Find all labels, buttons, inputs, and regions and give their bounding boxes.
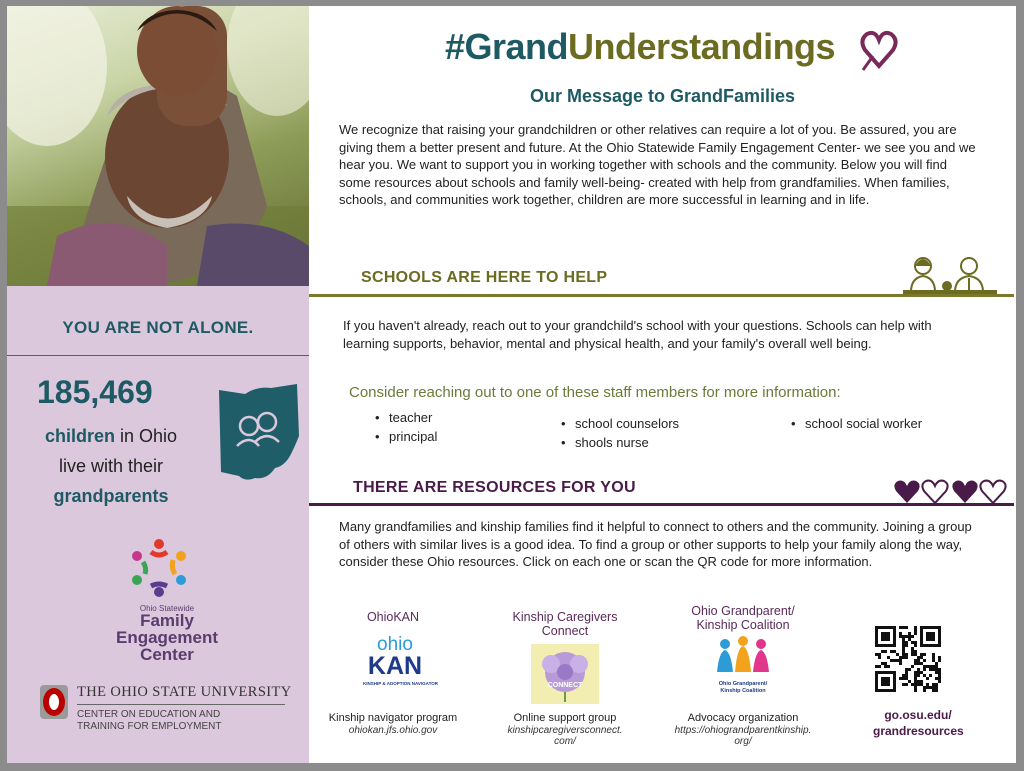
- ohiokan-desc: Kinship navigator program: [328, 712, 458, 724]
- heart-icon: [952, 481, 977, 503]
- stat-word-grandparents: grandparents: [53, 486, 169, 506]
- ohiokan-logo-ohio: ohio: [377, 634, 413, 655]
- list-item: • school social worker: [791, 414, 922, 433]
- flyer-page: [7, 6, 1016, 763]
- ohio-map-icon: [215, 384, 301, 484]
- family-engagement-logo-icon: [127, 538, 191, 600]
- heart-logo-icon: [859, 26, 899, 74]
- fec-label-engagement: Engagement: [115, 628, 219, 647]
- stat-line-3: [7, 486, 215, 507]
- stat-line-1: [7, 426, 215, 447]
- heart-icon: [894, 481, 919, 503]
- sidebar-divider: [7, 355, 309, 356]
- osu-name: THE OHIO STATE UNIVERSITY: [77, 684, 292, 700]
- ohiokan-logo[interactable]: [363, 634, 439, 698]
- list-item: • shools nurse: [561, 433, 679, 452]
- ogkc-url-line1[interactable]: https://ohiograndparentkinship.: [674, 725, 812, 736]
- hashtag-part-grand: #Grand: [445, 26, 569, 67]
- ogkc-url-line2[interactable]: org/: [734, 736, 752, 747]
- kcc-desc: Online support group: [513, 712, 617, 724]
- consider-text: Consider reaching out to one of these staff members for more information:: [349, 384, 841, 401]
- ohiokan-logo-sub: KINSHIP & ADOPTION NAVIGATOR: [363, 681, 439, 686]
- schools-body: If you haven't already, reach out to your grandchild's school with your questions. Schools can help with learning supports, behavior, mental and physical health, and your family's overall well being.: [343, 318, 932, 351]
- ohiokan-logo-kan: KAN: [367, 652, 423, 680]
- ogkc-title-line2: Kinship Coalition: [696, 618, 790, 632]
- ogkc-title-line1: Ohio Grandparent/: [691, 604, 795, 618]
- heart-icon: [980, 481, 1005, 503]
- stat-number: 185,469: [37, 374, 153, 410]
- resources-heading: THERE ARE RESOURCES FOR YOU: [353, 479, 636, 496]
- osu-rule: [77, 704, 285, 705]
- list-item: • school counselors: [561, 414, 679, 433]
- osu-block-o-icon: [39, 684, 69, 720]
- list-item: • teacher: [375, 408, 437, 427]
- flower-logo-icon: [531, 644, 599, 704]
- staff-icon: [895, 254, 1005, 296]
- ogkc-logo-text2: Kinship Coalition: [720, 688, 766, 694]
- staff-list-col2: [561, 414, 679, 452]
- stat-word-children: children: [44, 426, 115, 446]
- fec-label-small: Ohio Statewide: [139, 604, 195, 613]
- osu-subtitle-1: CENTER ON EDUCATION AND: [77, 709, 221, 720]
- schools-heading: SCHOOLS ARE HERE TO HELP: [361, 269, 608, 286]
- stat-text-in-ohio: in Ohio: [114, 426, 178, 446]
- qr-code-icon[interactable]: [875, 626, 941, 692]
- heart-icon: [922, 481, 947, 503]
- stat-line-2: live with their: [58, 456, 164, 476]
- kcc-logo-text: CONNECT: [547, 682, 583, 689]
- staff-list-col1: [375, 408, 437, 446]
- message-body: We recognize that raising your grandchildren or other relatives can require a lot of you. Be assured, you are giving them a better present and future. At the Ohio Statewide Family Engagement Center- we see you and we hear you. We want to support you in working together with schools and the community. Below you will find some resources about schools and family well-being- created with help from grandfamilies. When families, schools, and communities work together, children are more successful in learning and in life.: [339, 122, 976, 207]
- ohiokan-url[interactable]: ohiokan.jfs.ohio.gov: [348, 725, 438, 736]
- fec-label-center: Center: [140, 645, 194, 664]
- hearts-icon: [893, 479, 1011, 505]
- grandfather-grandson-photo: [7, 6, 309, 286]
- osu-subtitle-2: TRAINING FOR EMPLOYMENT: [77, 721, 222, 732]
- ogkc-logo[interactable]: [711, 636, 775, 702]
- left-sidebar: [7, 6, 309, 763]
- resources-body: Many grandfamilies and kinship families find it helpful to connect to others and the community. Joining a group of others with similar lives is a good idea. To find a group or other supports to help your family along the way, consider these Ohio resources. Click on each one or scan the QR code for more information.: [339, 519, 972, 569]
- ogkc-logo-text1: Ohio Grandparent/: [718, 681, 768, 687]
- kcc-title-line1: Kinship Caregivers: [512, 610, 618, 624]
- not-alone-heading: YOU ARE NOT ALONE.: [62, 318, 254, 337]
- qr-link-line2[interactable]: grandresources: [873, 724, 964, 738]
- coalition-people-icon: [711, 636, 775, 676]
- kcc-logo[interactable]: [531, 644, 599, 704]
- kcc-url-line2[interactable]: com/: [554, 736, 576, 747]
- kcc-url-line1[interactable]: kinshipcaregiversconnect.: [507, 725, 623, 736]
- ohiokan-title: OhioKAN: [366, 610, 420, 624]
- ogkc-desc: Advocacy organization: [687, 712, 799, 724]
- hashtag-title: [445, 26, 835, 68]
- hashtag-part-understandings: Understandings: [568, 26, 836, 67]
- qr-link-line1[interactable]: go.osu.edu/: [884, 708, 952, 722]
- fec-label-family: Family: [140, 611, 194, 630]
- kcc-title-line2: Connect: [541, 624, 589, 638]
- staff-list-col3: [791, 414, 922, 433]
- list-item: • principal: [375, 427, 437, 446]
- message-title: Our Message to GrandFamilies: [529, 86, 796, 106]
